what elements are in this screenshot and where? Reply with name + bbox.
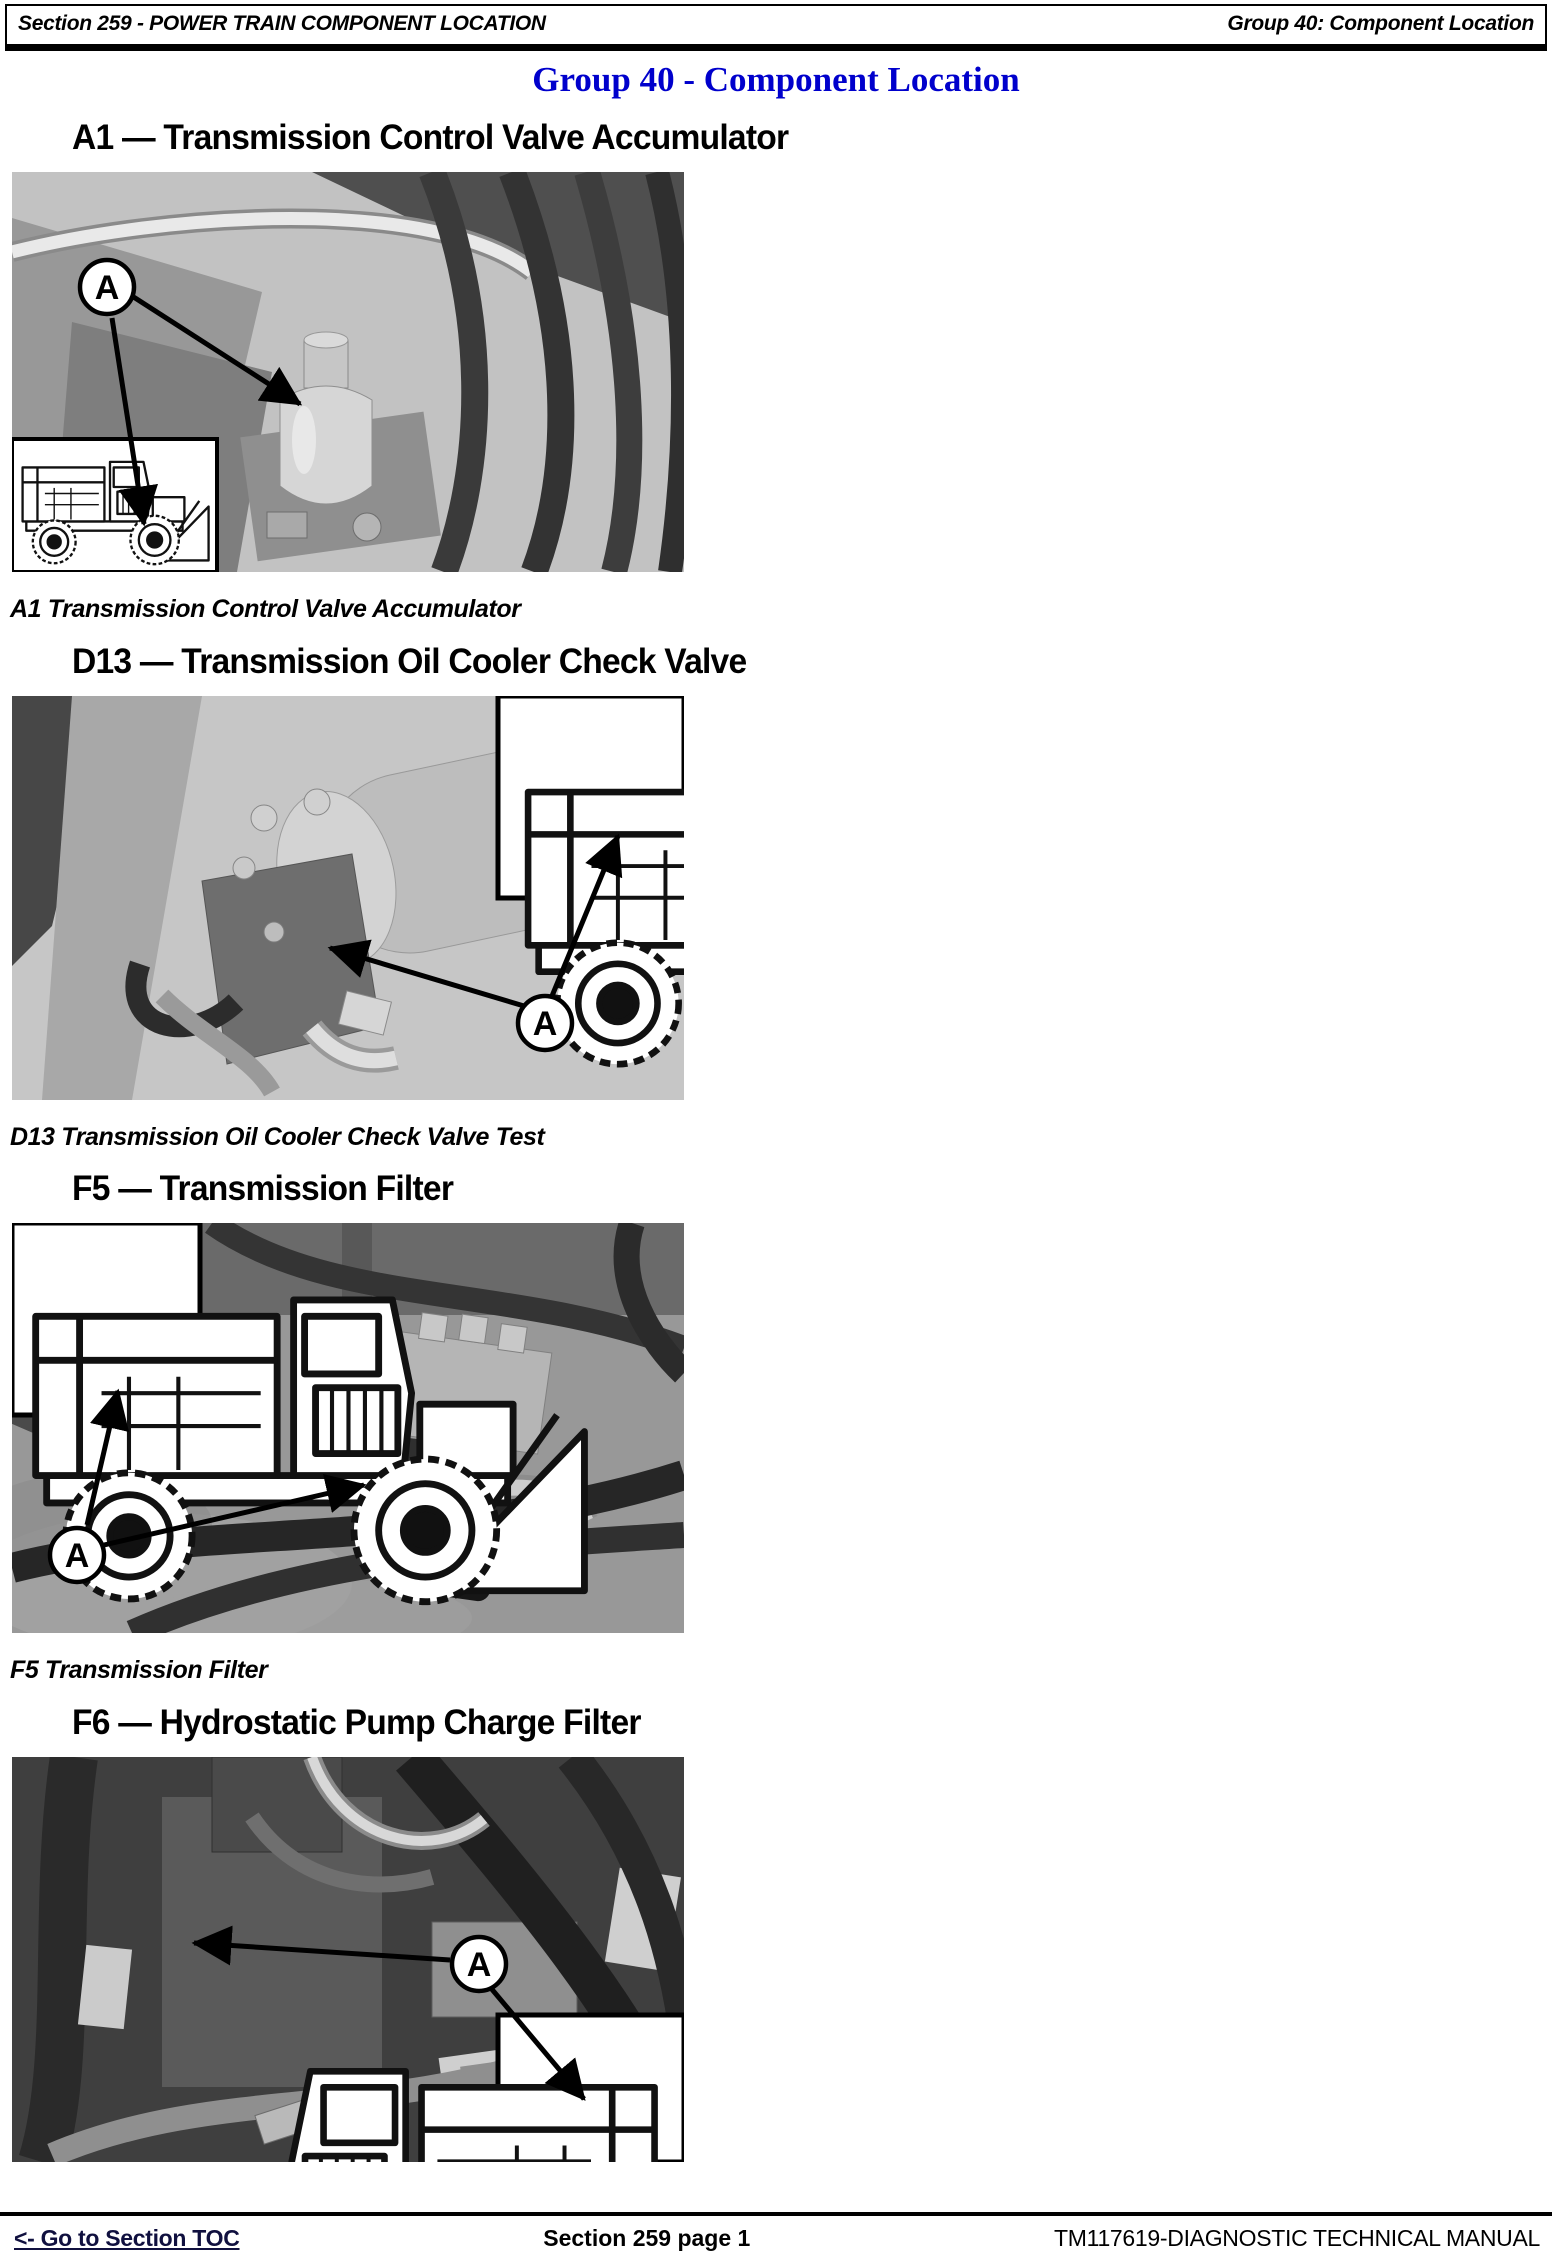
machine-thumbnail-icon [12,439,217,572]
f6-photo [12,1757,684,2162]
callout-a-icon [80,260,134,314]
d13-caption: D13 Transmission Oil Cooler Check Valve Test [10,1122,545,1151]
header-group-label: Group 40: Component Location [1227,12,1534,35]
svg-text:A: A [532,1004,558,1043]
page-footer [0,2212,1552,2264]
header-section-label: Section 259 - POWER TRAIN COMPONENT LOCATION [18,12,546,35]
svg-text:A: A [466,1945,492,1984]
f5-photo-illustration [12,1223,684,1633]
f6-photo-illustration [12,1757,684,2162]
page-title: Group 40 - Component Location [532,60,1020,99]
section-heading-f6: F6 — Hydrostatic Pump Charge Filter [72,1702,641,1742]
callout-a-icon [518,996,572,1050]
svg-text:A: A [64,1537,90,1575]
f5-caption: F5 Transmission Filter [10,1656,268,1684]
section-heading-f5: F5 — Transmission Filter [72,1169,454,1208]
d13-photo [12,696,684,1100]
a1-photo-illustration [12,172,684,572]
a1-caption: A1 Transmission Control Valve Accumulator [10,595,521,623]
callout-a-icon [452,1937,506,1991]
f5-photo [12,1223,684,1633]
go-to-section-toc-link[interactable]: <- Go to Section TOC [14,2225,240,2251]
svg-text:A: A [94,269,120,307]
section-heading-d13: D13 — Transmission Oil Cooler Check Valve [72,641,747,681]
a1-photo [12,172,684,572]
d13-photo-illustration [12,696,684,1100]
callout-a-icon [50,1528,104,1582]
section-heading-a1: A1 — Transmission Control Valve Accumulator [72,118,789,157]
footer-page-label: Section 259 page 1 [543,2225,751,2251]
page-header [5,4,1547,51]
footer-manual-label: TM117619-DIAGNOSTIC TECHNICAL MANUAL [1054,2225,1540,2251]
